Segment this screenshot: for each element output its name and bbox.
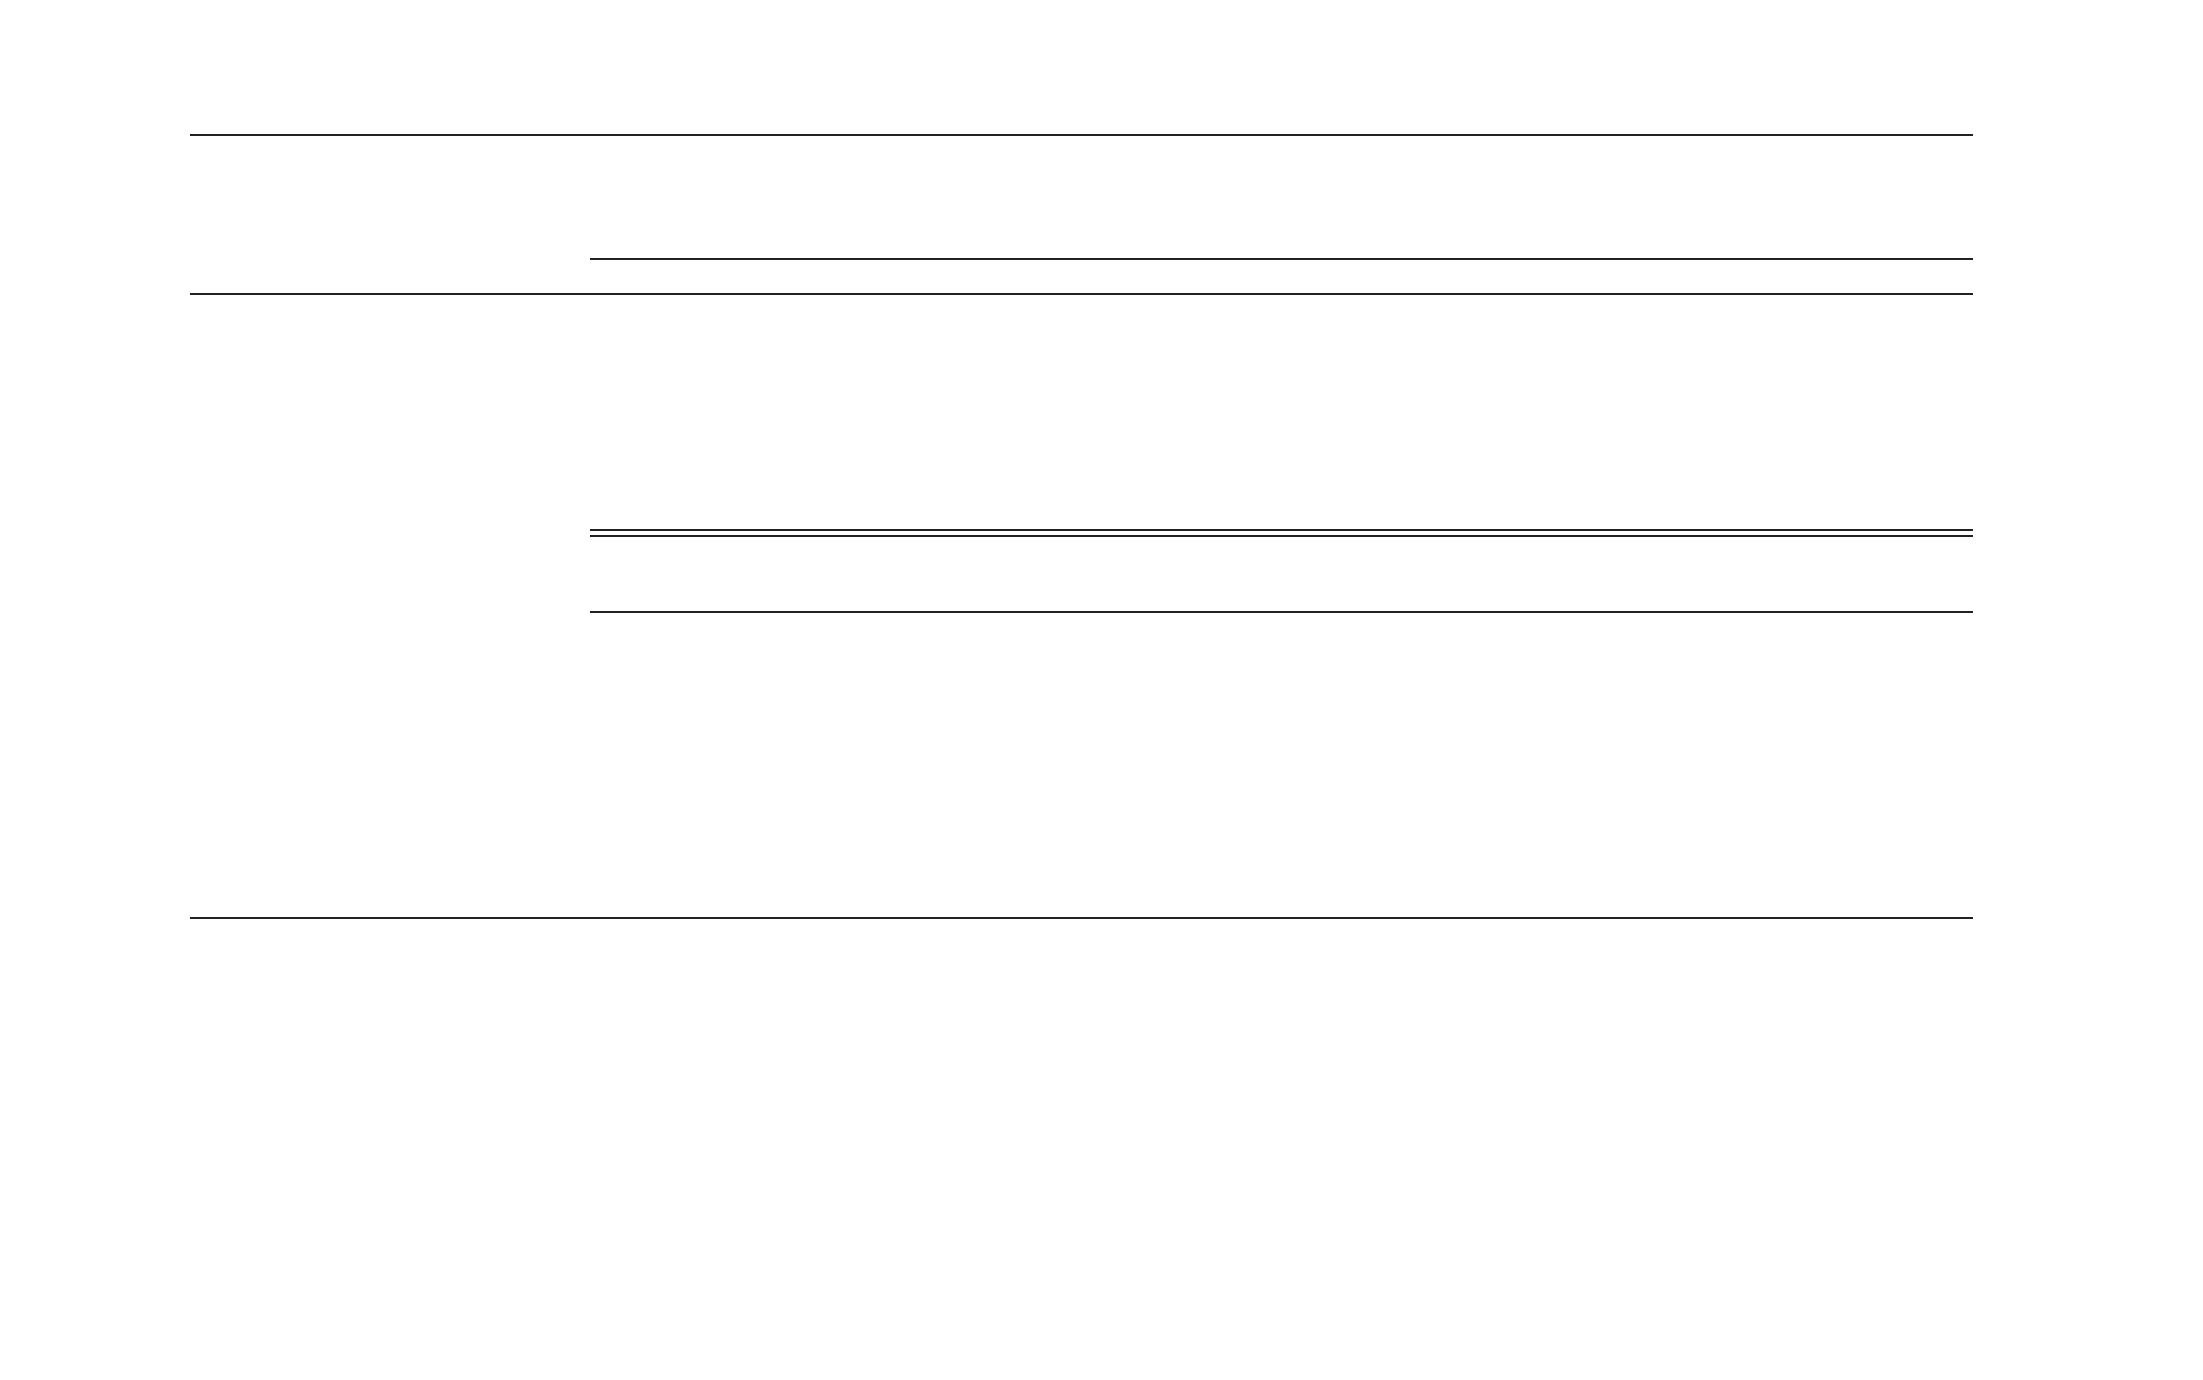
montana-rule-b: [590, 535, 1973, 537]
header-bottom-rule: [190, 293, 1973, 295]
montana-rule-a: [590, 529, 1973, 531]
total-montana-rule: [590, 611, 1973, 613]
year-rule: [590, 258, 1973, 260]
table-bottom-rule: [190, 917, 1973, 919]
top-rule: [190, 134, 1973, 136]
